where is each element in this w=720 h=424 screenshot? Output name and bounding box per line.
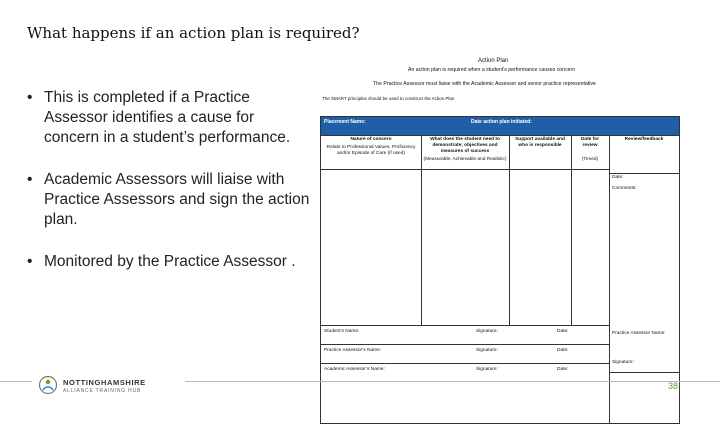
col-header-review-date: Date for review bbox=[580, 137, 600, 148]
bullet-text: Academic Assessors will liaise with Practice Assessors and sign the action plan. bbox=[44, 171, 310, 228]
student-name-field: Student’s Name: bbox=[324, 329, 360, 334]
academic-assessor-name-field: Academic Assessor’s Name: bbox=[324, 367, 385, 372]
col-header-support: Support available and who is responsible bbox=[515, 137, 565, 148]
academic-assessor-date-field: Date: bbox=[557, 367, 569, 372]
concern-note: Relate to Professional Values, Proficiency and/or Episode of Care (if used) bbox=[326, 145, 416, 156]
bullet-dot: • bbox=[27, 253, 33, 270]
col-divider bbox=[509, 135, 510, 325]
bullet-list bbox=[27, 88, 312, 294]
feedback-date-field: Date: bbox=[612, 175, 624, 180]
action-plan-table bbox=[320, 116, 680, 424]
doc-subheading: An action plan is required when a student’s performance causes concern bbox=[408, 67, 576, 73]
footer-divider bbox=[185, 381, 720, 382]
bullet-item bbox=[27, 170, 312, 230]
practice-assessor-date-field: Date: bbox=[557, 348, 569, 353]
pa-name-field: Practice Assessor Name: bbox=[612, 331, 666, 336]
col-header-feedback: Review/feedback bbox=[624, 137, 664, 142]
col-divider bbox=[421, 135, 422, 325]
practice-assessor-name-field: Practice Assessor’s Name: bbox=[324, 348, 382, 353]
action-plan-document bbox=[318, 58, 680, 372]
row-divider bbox=[321, 363, 609, 364]
logo-name: NOTTINGHAMSHIRE bbox=[63, 378, 146, 387]
placement-band bbox=[321, 117, 679, 135]
row-divider bbox=[321, 135, 679, 136]
nottinghamshire-logo-icon bbox=[38, 375, 58, 395]
col-header-concern: Nature of concern bbox=[350, 137, 392, 142]
doc-smart-note: The SMART principles should be used to construct the Action Plan bbox=[322, 96, 455, 101]
bullet-text: This is completed if a Practice Assessor identifies a cause for concern in a student’s performance. bbox=[44, 89, 291, 146]
bullet-item bbox=[27, 252, 312, 272]
slide-title: What happens if an action plan is required? bbox=[27, 24, 360, 42]
col-header-objectives: What does the student need to demonstrate; objectives and measures of success bbox=[430, 137, 500, 154]
col-divider bbox=[609, 135, 610, 423]
date-initiated-label: Date action plan initiated: bbox=[471, 119, 532, 125]
logo-tagline: ALLIANCE TRAINING HUB bbox=[63, 388, 142, 394]
pa-signature-field: Signature: bbox=[612, 360, 634, 365]
practice-assessor-signature-field: Signature: bbox=[476, 348, 498, 353]
bullet-dot: • bbox=[27, 171, 33, 188]
student-date-field: Date: bbox=[557, 329, 569, 334]
objectives-note: (Measurable, Achievable and Realistic) bbox=[423, 157, 507, 162]
bullet-item bbox=[27, 88, 312, 148]
bullet-dot: • bbox=[27, 89, 33, 106]
student-signature-field: Signature: bbox=[476, 329, 498, 334]
academic-assessor-signature-field: Signature: bbox=[476, 367, 498, 372]
footer-divider bbox=[0, 381, 32, 382]
row-divider bbox=[321, 169, 609, 170]
feedback-comments-field: Comments: bbox=[612, 186, 637, 191]
placement-label: Placement Name: bbox=[324, 119, 366, 125]
doc-instruction: The Practice Assessor must liaise with the Academic Assessor and senior practice representative bbox=[373, 81, 596, 87]
doc-heading: Action Plan bbox=[478, 58, 509, 64]
review-note: (Timed) bbox=[581, 157, 599, 162]
row-divider bbox=[609, 173, 679, 174]
row-divider bbox=[321, 344, 609, 345]
row-divider bbox=[321, 325, 609, 326]
row-divider bbox=[609, 372, 679, 373]
bullet-text: Monitored by the Practice Assessor . bbox=[44, 253, 296, 270]
page-number: 38 bbox=[668, 381, 679, 391]
col-divider bbox=[571, 135, 572, 325]
